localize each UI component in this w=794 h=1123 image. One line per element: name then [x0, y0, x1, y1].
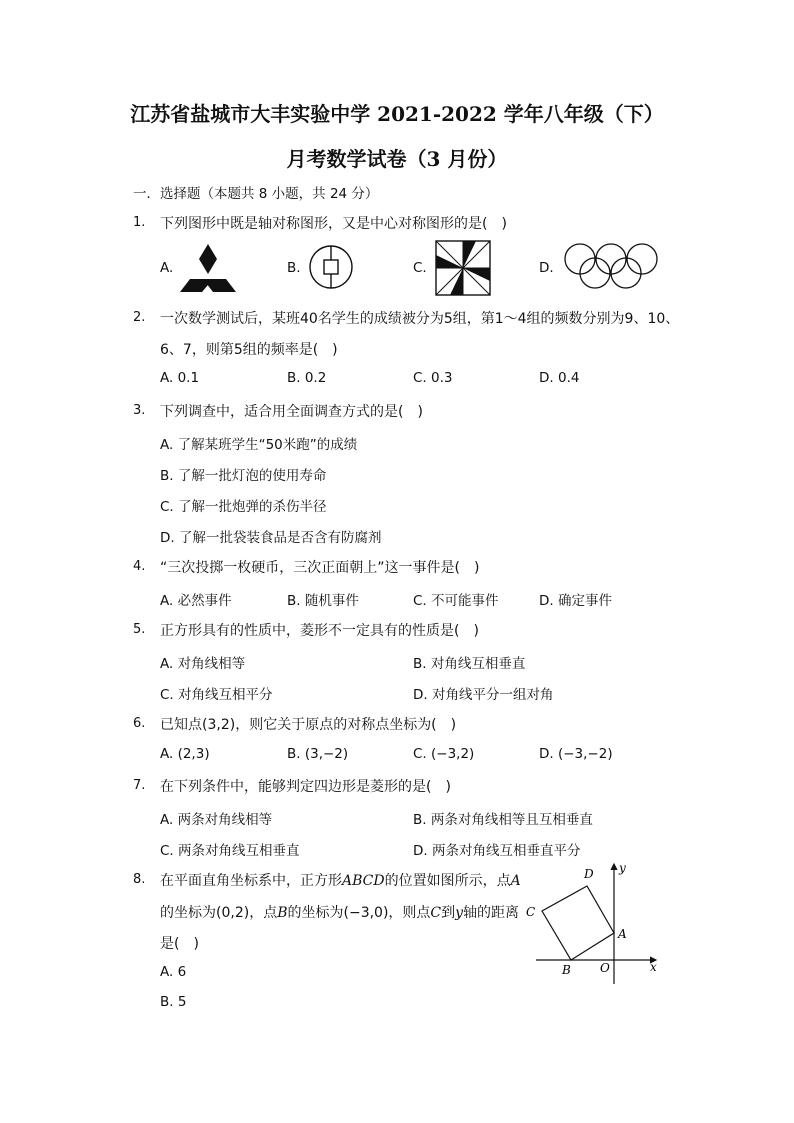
question-4-number: 4.	[133, 559, 146, 574]
diamond-top-icon	[199, 244, 217, 274]
question-2-option-c: C. 0.3	[413, 370, 453, 386]
question-4-option-a: A. 必然事件	[160, 593, 232, 609]
page-title-line1: 江苏省盐城市大丰实验中学 2021-2022 学年八年级（下）	[130, 102, 664, 126]
question-7-option-c: C. 两条对角线互相垂直	[160, 843, 300, 859]
question-2-number: 2.	[133, 310, 146, 325]
question-6-option-d: D. (−3,−2)	[539, 746, 613, 762]
question-1-number: 1.	[133, 215, 146, 230]
question-1-option-b-figure	[306, 243, 356, 291]
square-abcd	[542, 886, 614, 960]
question-1-option-d-label: D.	[539, 260, 554, 276]
question-2-text: 一次数学测试后，某班40名学生的成绩被分为5组，第1～4组的频数分别为9、10、	[160, 311, 680, 327]
question-4-text: “三次投掷一枚硬币，三次正面朝上”这一事件是( )	[160, 560, 480, 576]
question-2-option-b: B. 0.2	[287, 370, 327, 386]
question-4-option-c: C. 不可能事件	[413, 593, 499, 609]
label-c: C	[526, 905, 536, 919]
question-7-option-d: D. 两条对角线互相垂直平分	[413, 843, 581, 859]
question-5-option-d: D. 对角线平分一组对角	[413, 687, 554, 703]
question-3-option-a: A. 了解某班学生“50米跑”的成绩	[160, 437, 358, 453]
question-5-option-a: A. 对角线相等	[160, 656, 246, 672]
question-8-number: 8.	[133, 872, 146, 887]
question-5-text: 正方形具有的性质中，菱形不一定具有的性质是( )	[160, 623, 479, 639]
question-2-option-d: D. 0.4	[539, 370, 580, 386]
question-1-option-c-label: C.	[413, 260, 427, 276]
label-a: A	[618, 927, 627, 941]
question-3-option-b: B. 了解一批灯泡的使用寿命	[160, 468, 327, 484]
label-d: D	[584, 867, 594, 881]
question-1-option-c-figure	[434, 239, 492, 297]
label-o: O	[600, 961, 610, 975]
diamond-right-icon	[203, 279, 236, 292]
question-3-option-c: C. 了解一批炮弹的杀伤半径	[160, 499, 327, 515]
question-8-coordinate-figure	[518, 858, 663, 988]
question-4-option-d: D. 确定事件	[539, 593, 612, 609]
label-b: B	[562, 963, 571, 977]
page-title-line2: 月考数学试卷（3 月份）	[286, 147, 508, 171]
question-3-text: 下列调查中，适合用全面调查方式的是( )	[160, 404, 423, 420]
question-5-option-b: B. 对角线互相垂直	[413, 656, 526, 672]
question-7-number: 7.	[133, 778, 146, 793]
question-6-option-b: B. (3,−2)	[287, 746, 349, 762]
section-header: 一．选择题（本题共 8 小题，共 24 分）	[133, 186, 379, 202]
question-6-text: 已知点(3,2)，则它关于原点的对称点坐标为( )	[160, 717, 457, 733]
question-2-option-a: A. 0.1	[160, 370, 200, 386]
question-3-option-d: D. 了解一批袋装食品是否含有防腐剂	[160, 530, 382, 546]
label-y: y	[619, 861, 626, 875]
question-7-option-b: B. 两条对角线相等且互相垂直	[413, 812, 593, 828]
question-4-option-b: B. 随机事件	[287, 593, 359, 609]
label-x: x	[650, 960, 657, 974]
question-8-text: 在平面直角坐标系中，正方形ABCD的位置如图所示，点A	[160, 873, 521, 889]
question-7-text: 在下列条件中，能够判定四边形是菱形的是( )	[160, 779, 451, 795]
coin-square-icon	[324, 260, 338, 274]
question-1-option-b-label: B.	[287, 260, 301, 276]
question-7-option-a: A. 两条对角线相等	[160, 812, 273, 828]
question-1-text: 下列图形中既是轴对称图形，又是中心对称图形的是( )	[160, 216, 507, 232]
question-5-option-c: C. 对角线互相平分	[160, 687, 273, 703]
question-8-text-line2: 的坐标为(0,2)，点B的坐标为(−3,0)，则点C到y轴的距离	[160, 905, 520, 921]
question-8-option-b: B. 5	[160, 994, 187, 1010]
question-6-number: 6.	[133, 716, 146, 731]
question-1-option-a-figure	[180, 241, 236, 293]
question-6-option-a: A. (2,3)	[160, 746, 210, 762]
question-6-option-c: C. (−3,2)	[413, 746, 475, 762]
question-8-text-line3: 是( )	[160, 936, 199, 952]
question-2-text-line2: 6、7，则第5组的频率是( )	[160, 342, 338, 358]
question-8-option-a: A. 6	[160, 964, 187, 980]
question-5-number: 5.	[133, 622, 146, 637]
question-3-number: 3.	[133, 403, 146, 418]
question-1-option-d-figure	[558, 242, 662, 290]
question-1-option-a-label: A.	[160, 260, 174, 276]
